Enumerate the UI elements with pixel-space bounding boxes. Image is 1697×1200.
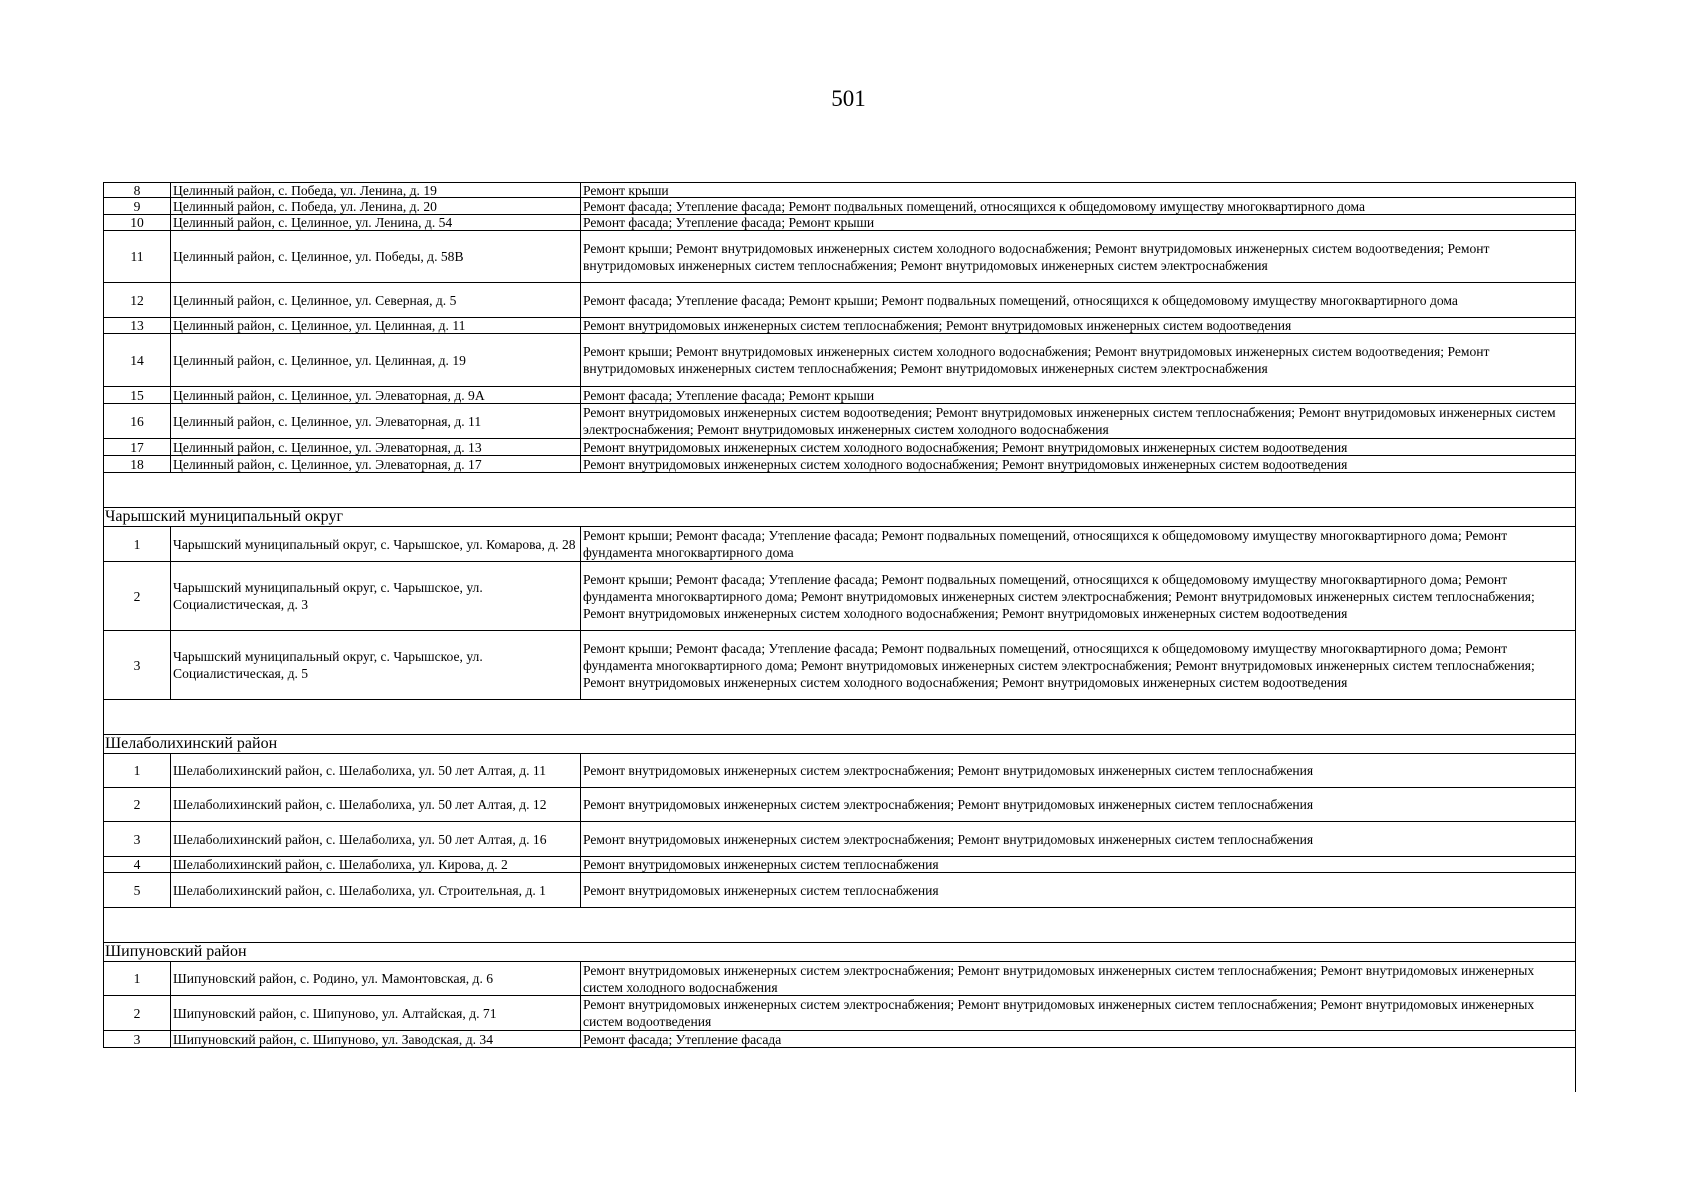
row-number: 1 [103,754,171,787]
table-row [103,334,1575,387]
address-cell: Шелаболихинский район, с. Шелаболиха, ул. 50 лет Алтая, д. 12 [171,788,581,821]
address-cell: Целинный район, с. Победа, ул. Ленина, д. 20 [171,198,581,214]
works-cell: Ремонт внутридомовых инженерных систем теплоснабжения [583,882,939,898]
table-row [103,873,1575,908]
works-cell: Ремонт крыши; Ремонт фасада; Утепление фасада; Ремонт подвальных помещений, относящихся к общедомовому имуществу многоквартирного дома; Ремонт фундамента многоквартирного дома [583,528,1508,560]
row-number: 2 [103,788,171,821]
row-number: 16 [103,404,171,438]
row-number: 3 [103,1031,171,1047]
row-number: 1 [103,527,171,561]
table-row [103,527,1575,562]
address-cell: Шелаболихинский район, с. Шелаболиха, ул. Строительная, д. 1 [171,873,581,907]
row-number: 17 [103,439,171,455]
address-cell: Целинный район, с. Победа, ул. Ленина, д. 19 [171,183,581,197]
table-row [103,387,1575,404]
table-row [103,183,1575,198]
works-cell: Ремонт крыши; Ремонт фасада; Утепление фасада; Ремонт подвальных помещений, относящихся к общедомовому имуществу многоквартирного дома; Ремонт фундамента многоквартирного дома; Ремонт внутридомовых инженерных систем электроснабжения; Ремонт внутридомовых инженерных систем теплоснабжения; Ремонт внутридомовых инженерных систем холодного водоснабжения; Ремонт внутридомовых инженерных систем водоотведения [583,640,1535,690]
works-cell: Ремонт фасада; Утепление фасада [583,1031,782,1047]
address-cell: Чарышский муниципальный округ, с. Чарышское, ул. Социалистическая, д. 5 [171,631,581,699]
address-cell: Целинный район, с. Целинное, ул. Элеваторная, д. 9А [171,387,581,403]
table-row [103,231,1575,283]
table-row [103,996,1575,1031]
row-number: 15 [103,387,171,403]
repair-program-table [103,182,1576,1092]
page-number: 501 [831,86,866,111]
address-cell: Шелаболихинский район, с. Шелаболиха, ул. 50 лет Алтая, д. 16 [171,822,581,856]
address-cell: Целинный район, с. Целинное, ул. Элеваторная, д. 11 [171,404,581,438]
table-row [103,215,1575,231]
address-cell: Целинный район, с. Целинное, ул. Целинная, д. 19 [171,334,581,386]
row-number: 4 [103,857,171,872]
section-heading: Шипуновский район [103,943,1575,962]
address-cell: Чарышский муниципальный округ, с. Чарышское, ул. Социалистическая, д. 3 [171,562,581,630]
table-row [103,962,1575,996]
works-cell: Ремонт внутридомовых инженерных систем холодного водоснабжения; Ремонт внутридомовых инженерных систем водоотведения [583,456,1348,472]
table-row [103,754,1575,788]
table-row [103,439,1575,456]
row-number: 2 [103,562,171,630]
address-cell: Целинный район, с. Целинное, ул. Победы, д. 58В [171,231,581,282]
works-cell: Ремонт фасада; Утепление фасада; Ремонт крыши [583,387,875,403]
row-number: 3 [103,822,171,856]
address-cell: Шипуновский район, с. Шипуново, ул. Заводская, д. 34 [171,1031,581,1047]
row-number: 13 [103,318,171,333]
section-heading: Шелаболихинский район [103,735,1575,754]
table-row [103,857,1575,873]
works-cell: Ремонт крыши; Ремонт внутридомовых инженерных систем холодного водоснабжения; Ремонт внутридомовых инженерных систем водоотведения; Ремонт внутридомовых инженерных систем теплоснабжения; Ремонт внутридомовых инженерных систем электроснабжения [583,240,1490,273]
works-cell: Ремонт внутридомовых инженерных систем электроснабжения; Ремонт внутридомовых инженерных систем теплоснабжения [583,763,1314,778]
works-cell: Ремонт внутридомовых инженерных систем электроснабжения; Ремонт внутридомовых инженерных систем теплоснабжения; Ремонт внутридомовых инженерных систем водоотведения [583,997,1535,1029]
row-number: 2 [103,996,171,1030]
row-number: 14 [103,334,171,386]
address-cell: Целинный район, с. Целинное, ул. Северная, д. 5 [171,283,581,317]
table-row [103,404,1575,439]
row-number: 9 [103,198,171,214]
table-row [103,456,1575,473]
works-cell: Ремонт внутридомовых инженерных систем теплоснабжения [583,857,939,872]
works-cell: Ремонт внутридомовых инженерных систем электроснабжения; Ремонт внутридомовых инженерных систем теплоснабжения [583,797,1314,812]
address-cell: Шелаболихинский район, с. Шелаболиха, ул. 50 лет Алтая, д. 11 [171,754,581,787]
table-row [103,1031,1575,1048]
works-cell: Ремонт крыши [583,182,669,198]
table-row [103,283,1575,318]
address-cell: Целинный район, с. Целинное, ул. Целинная, д. 11 [171,318,581,333]
row-number: 8 [103,183,171,197]
address-cell: Шипуновский район, с. Родино, ул. Мамонтовская, д. 6 [171,962,581,995]
works-cell: Ремонт фасада; Утепление фасада; Ремонт крыши [583,215,875,230]
works-cell: Ремонт фасада; Утепление фасада; Ремонт подвальных помещений, относящихся к общедомовому имуществу многоквартирного дома [583,198,1366,214]
works-cell: Ремонт внутридомовых инженерных систем холодного водоснабжения; Ремонт внутридомовых инженерных систем водоотведения [583,439,1348,455]
works-cell: Ремонт крыши; Ремонт фасада; Утепление фасада; Ремонт подвальных помещений, относящихся к общедомовому имуществу многоквартирного дома; Ремонт фундамента многоквартирного дома; Ремонт внутридомовых инженерных систем электроснабжения; Ремонт внутридомовых инженерных систем теплоснабжения; Ремонт внутридомовых инженерных систем холодного водоснабжения; Ремонт внутридомовых инженерных систем водоотведения [583,571,1535,621]
table-row [103,822,1575,857]
row-number: 1 [103,962,171,995]
works-cell: Ремонт внутридомовых инженерных систем электроснабжения; Ремонт внутридомовых инженерных систем теплоснабжения [583,831,1314,847]
address-cell: Чарышский муниципальный округ, с. Чарышское, ул. Комарова, д. 28 [171,527,581,561]
address-cell: Целинный район, с. Целинное, ул. Ленина, д. 54 [171,215,581,230]
table-row [103,562,1575,631]
row-number: 10 [103,215,171,230]
works-cell: Ремонт фасада; Утепление фасада; Ремонт крыши; Ремонт подвальных помещений, относящихся к общедомовому имуществу многоквартирного дома [583,292,1458,308]
address-cell: Шелаболихинский район, с. Шелаболиха, ул. Кирова, д. 2 [171,857,581,872]
row-number: 12 [103,283,171,317]
section-spacer [103,700,1575,735]
table-row [103,318,1575,334]
address-cell: Целинный район, с. Целинное, ул. Элеваторная, д. 17 [171,456,581,472]
address-cell: Целинный район, с. Целинное, ул. Элеваторная, д. 13 [171,439,581,455]
works-cell: Ремонт внутридомовых инженерных систем электроснабжения; Ремонт внутридомовых инженерных систем теплоснабжения; Ремонт внутридомовых инженерных систем холодного водоснабжения [583,962,1535,995]
row-number: 3 [103,631,171,699]
section-spacer [103,473,1575,508]
table-row [103,631,1575,700]
works-cell: Ремонт внутридомовых инженерных систем водоотведения; Ремонт внутридомовых инженерных систем теплоснабжения; Ремонт внутридомовых инженерных систем электроснабжения; Ремонт внутридомовых инженерных систем холодного водоснабжения [583,405,1556,437]
works-cell: Ремонт крыши; Ремонт внутридомовых инженерных систем холодного водоснабжения; Ремонт внутридомовых инженерных систем водоотведения; Ремонт внутридомовых инженерных систем теплоснабжения; Ремонт внутридомовых инженерных систем электроснабжения [583,344,1490,376]
table-row [103,198,1575,215]
address-cell: Шипуновский район, с. Шипуново, ул. Алтайская, д. 71 [171,996,581,1030]
row-number: 5 [103,873,171,907]
works-cell: Ремонт внутридомовых инженерных систем теплоснабжения; Ремонт внутридомовых инженерных систем водоотведения [583,318,1292,333]
table-row [103,788,1575,822]
section-heading: Чарышский муниципальный округ [103,508,1575,527]
section-spacer [103,908,1575,943]
row-number: 18 [103,456,171,472]
row-number: 11 [103,231,171,282]
